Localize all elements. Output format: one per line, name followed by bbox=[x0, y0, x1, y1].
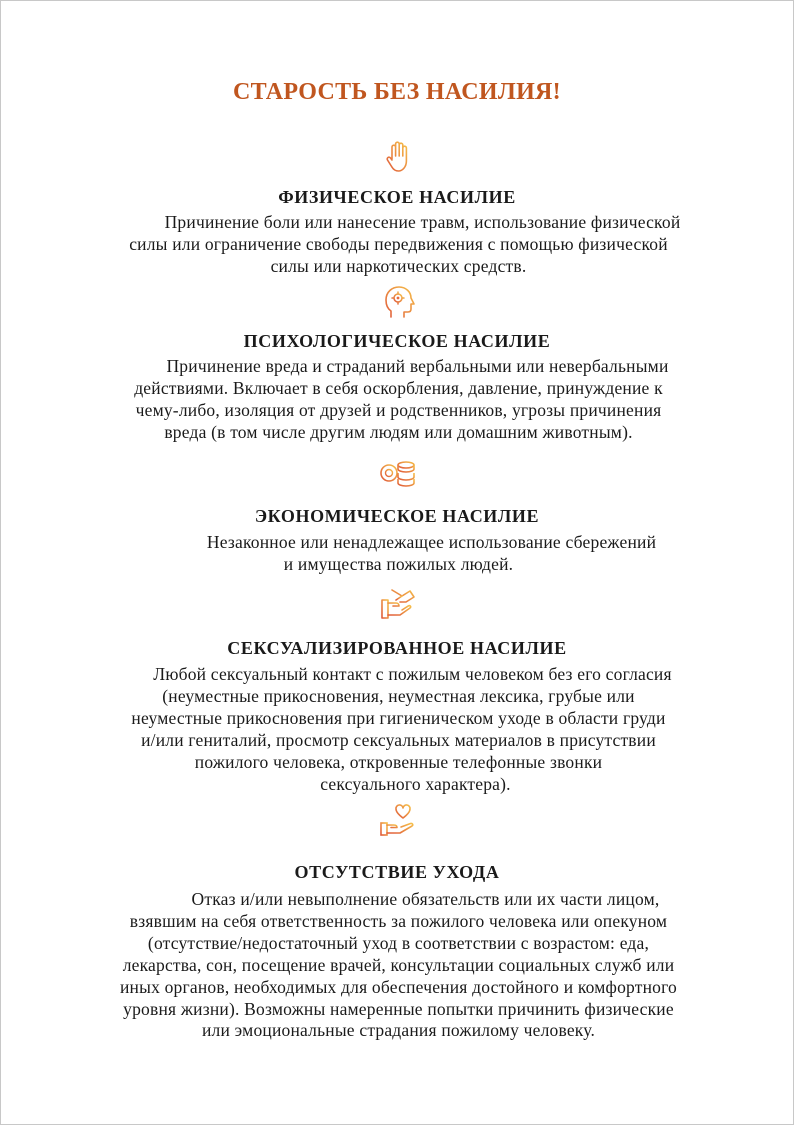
text-line: Причинение боли или нанесение травм, использование физической bbox=[164, 212, 681, 232]
text-line: действиями. Включает в себя оскорбления, давление, принуждение к bbox=[134, 377, 663, 398]
hands-icon bbox=[378, 584, 418, 624]
text-line: Незаконное или ненадлежащее использование сбережений bbox=[206, 532, 657, 552]
section-text-sexualized bbox=[61, 664, 736, 795]
text-line: пожилого человека, откровенные телефонные звонки bbox=[194, 751, 603, 772]
section-text-neglect bbox=[61, 889, 736, 1042]
text-line: (отсутствие/недостаточный уход в соответствии с возрастом: еда, bbox=[147, 932, 650, 953]
coins-icon bbox=[378, 453, 418, 493]
text-line: сексуального характера). bbox=[320, 773, 511, 794]
text-line: неуместные прикосновения при гигиеническом уходе в области груди bbox=[131, 707, 666, 728]
section-heading-psychological: ПСИХОЛОГИЧЕСКОЕ НАСИЛИЕ bbox=[243, 331, 551, 351]
text-line: или эмоциональные страдания пожилому человеку. bbox=[201, 1020, 596, 1041]
section-heading-physical: ФИЗИЧЕСКОЕ НАСИЛИЕ bbox=[278, 187, 516, 207]
text-line: и имущества пожилых людей. bbox=[283, 553, 514, 574]
text-line: иных органов, необходимых для обеспечения достойного и комфортного bbox=[119, 976, 678, 997]
heart-in-hand-icon bbox=[378, 801, 418, 841]
text-line: уровня жизни). Возможны намеренные попытки причинить физические bbox=[123, 998, 674, 1019]
text-line: Причинение вреда и страданий вербальными или невербальными bbox=[166, 356, 669, 376]
head-brain-icon bbox=[379, 282, 419, 322]
section-heading-sexualized: СЕКСУАЛИЗИРОВАННОЕ НАСИЛИЕ bbox=[227, 638, 567, 658]
text-line: силы или ограничение свободы передвижения с помощью физической bbox=[129, 233, 668, 254]
text-line: Любой сексуальный контакт с пожилым человеком без его согласия bbox=[153, 664, 672, 684]
raised-hand-icon bbox=[379, 137, 419, 177]
text-line: вреда (в том числе другим людям или домашним животным). bbox=[164, 421, 633, 442]
text-line: и/или гениталий, просмотр сексуальных материалов в присутствии bbox=[141, 729, 656, 750]
text-line: чему-либо, изоляция от друзей и родственников, угрозы причинения bbox=[135, 399, 662, 420]
section-heading-neglect: ОТСУТСТВИЕ УХОДА bbox=[294, 862, 500, 882]
section-heading-economic: ЭКОНОМИЧЕСКОЕ НАСИЛИЕ bbox=[254, 506, 540, 526]
section-text-psychological bbox=[61, 356, 736, 444]
text-line: (неуместные прикосновения, неуместная лексика, грубые или bbox=[162, 685, 635, 706]
text-line: взявшим на себя ответственность за пожилого человека или опекуном bbox=[129, 910, 668, 931]
section-text-physical bbox=[61, 212, 736, 278]
section-text-economic bbox=[61, 532, 736, 576]
page-title: СТАРОСТЬ БЕЗ НАСИЛИЯ! bbox=[233, 79, 561, 105]
text-line: силы или наркотических средств. bbox=[270, 255, 527, 276]
text-line: Отказ и/или невыполнение обязательств или их части лицом, bbox=[191, 889, 660, 909]
text-line: лекарства, сон, посещение врачей, консультации социальных служб или bbox=[122, 954, 675, 975]
